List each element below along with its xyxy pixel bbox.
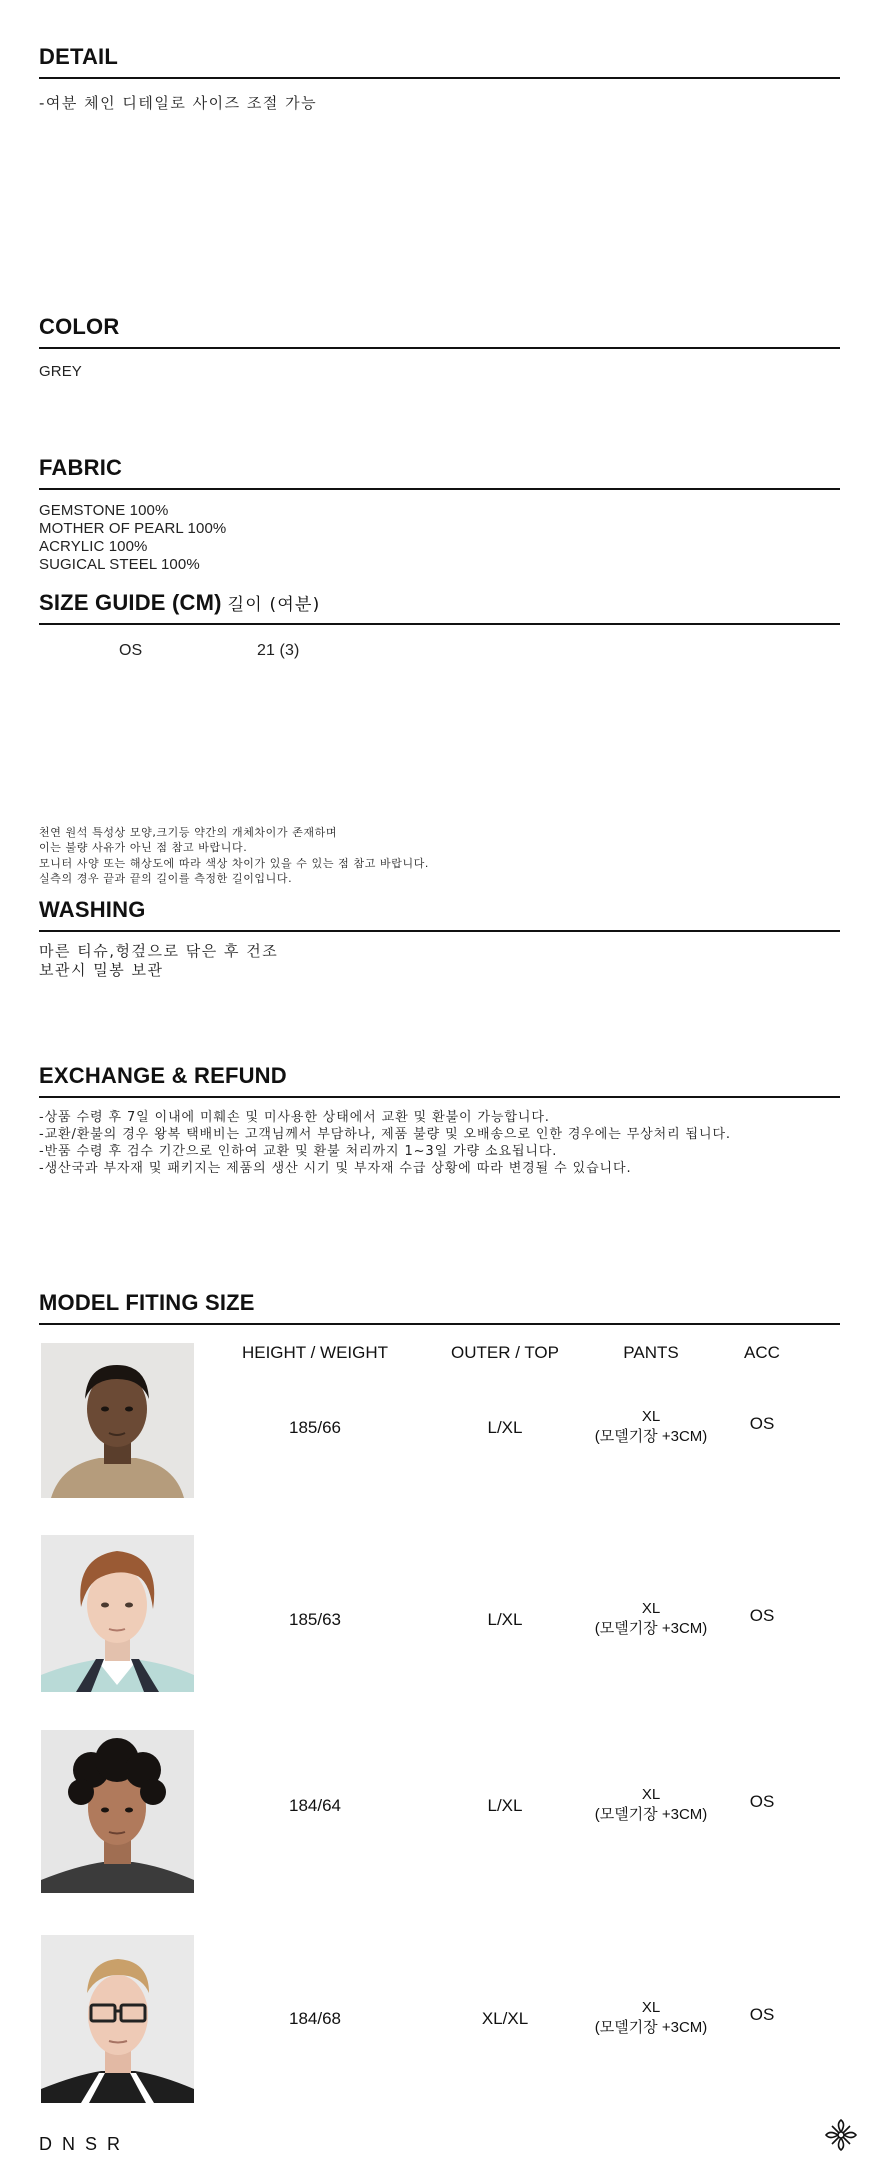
washing-line: 마른 티슈,헝겊으로 닦은 후 건조 [39, 942, 279, 960]
row-pants [581, 1786, 721, 1824]
size-guide-divider [39, 623, 840, 625]
row-height-weight: 184/64 [289, 1796, 341, 1815]
row-pants-size: XL [641, 1600, 661, 1617]
exchange-line: -교환/환불의 경우 왕복 택배비는 고객님께서 부담하나, 제품 불량 및 오배송으로 인한 경우에는 무상처리 됩니다. [39, 1127, 731, 1142]
washing-divider [39, 930, 840, 932]
row-pants-note: (모델기장 +3CM) [594, 1428, 708, 1445]
row-pants-size: XL [641, 1786, 661, 1803]
row-pants-note: (모델기장 +3CM) [594, 2019, 708, 2036]
washing-title: WASHING [39, 897, 146, 922]
model-portrait-icon [41, 1730, 194, 1893]
model-title: MODEL FITING SIZE [39, 1290, 255, 1315]
size-length-value: 21 (3) [257, 642, 300, 659]
washing-line: 보관시 밀봉 보관 [39, 961, 164, 979]
size-note: 이는 불량 사유가 아닌 점 참고 바랍니다. [39, 841, 248, 854]
row-pants [581, 1600, 721, 1638]
model-photo [41, 1535, 194, 1692]
fabric-title: FABRIC [39, 455, 123, 480]
model-portrait-icon [41, 1935, 194, 2103]
fabric-line: MOTHER OF PEARL 100% [39, 520, 227, 537]
detail-title: DETAIL [39, 44, 119, 69]
row-acc: OS [749, 2005, 775, 2024]
model-photo [41, 1730, 194, 1893]
header-outer-top: OUTER / TOP [450, 1343, 559, 1362]
model-portrait-icon [41, 1343, 194, 1498]
row-outer-top: L/XL [487, 1610, 523, 1629]
model-photo [41, 1935, 194, 2103]
model-divider [39, 1323, 840, 1325]
fabric-line: SUGICAL STEEL 100% [39, 556, 200, 573]
exchange-line: -반품 수령 후 검수 기간으로 인하여 교환 및 환불 처리까지 1~3일 가량 소요됩니다. [39, 1144, 558, 1159]
exchange-title: EXCHANGE & REFUND [39, 1063, 287, 1088]
color-title: COLOR [39, 314, 120, 339]
header-acc: ACC [744, 1343, 780, 1362]
exchange-line: -생산국과 부자재 및 패키지는 제품의 생산 시기 및 부자재 수급 상황에 따라 변경될 수 있습니다. [39, 1161, 632, 1176]
row-pants [581, 1999, 721, 2037]
row-height-weight: 184/68 [289, 2009, 341, 2028]
row-acc: OS [749, 1792, 775, 1811]
exchange-line: -상품 수령 후 7일 이내에 미훼손 및 미사용한 상태에서 교환 및 환불이 가능합니다. [39, 1110, 550, 1125]
row-outer-top: L/XL [487, 1418, 523, 1437]
exchange-divider [39, 1096, 840, 1098]
model-portrait-icon [41, 1535, 194, 1692]
row-pants-note: (모델기장 +3CM) [594, 1620, 708, 1637]
row-height-weight: 185/63 [289, 1610, 341, 1629]
flower-ornament-icon [824, 2118, 858, 2152]
row-outer-top: XL/XL [481, 2009, 529, 2028]
row-acc: OS [749, 1414, 775, 1433]
fabric-line: ACRYLIC 100% [39, 538, 148, 555]
size-note: 실측의 경우 끝과 끝의 길이를 측정한 길이입니다. [39, 872, 293, 885]
row-pants-size: XL [641, 1999, 661, 2016]
model-photo [41, 1343, 194, 1498]
detail-divider [39, 77, 840, 79]
size-guide-subtitle: 길이 (여분) [227, 595, 321, 615]
fabric-line: GEMSTONE 100% [39, 502, 169, 519]
size-note: 모니터 사양 또는 해상도에 따라 색상 차이가 있을 수 있는 점 참고 바랍니다. [39, 857, 430, 870]
row-pants-size: XL [641, 1408, 661, 1425]
size-guide-heading [39, 590, 320, 616]
header-height-weight: HEIGHT / WEIGHT [241, 1343, 389, 1362]
size-guide-title: SIZE GUIDE (CM) [39, 590, 222, 615]
header-pants: PANTS [623, 1343, 679, 1362]
row-height-weight: 185/66 [289, 1418, 341, 1437]
row-pants-note: (모델기장 +3CM) [594, 1806, 708, 1823]
row-acc: OS [749, 1606, 775, 1625]
row-pants [581, 1408, 721, 1446]
color-divider [39, 347, 840, 349]
color-value: GREY [39, 363, 82, 380]
detail-text: -여분 체인 디테일로 사이즈 조절 가능 [39, 94, 318, 112]
size-note: 천연 원석 특성상 모양,크기등 약간의 개체차이가 존재하며 [39, 826, 338, 839]
row-outer-top: L/XL [487, 1796, 523, 1815]
size-label: OS [119, 642, 143, 659]
brand-logo: DNSR [39, 2134, 131, 2154]
fabric-divider [39, 488, 840, 490]
